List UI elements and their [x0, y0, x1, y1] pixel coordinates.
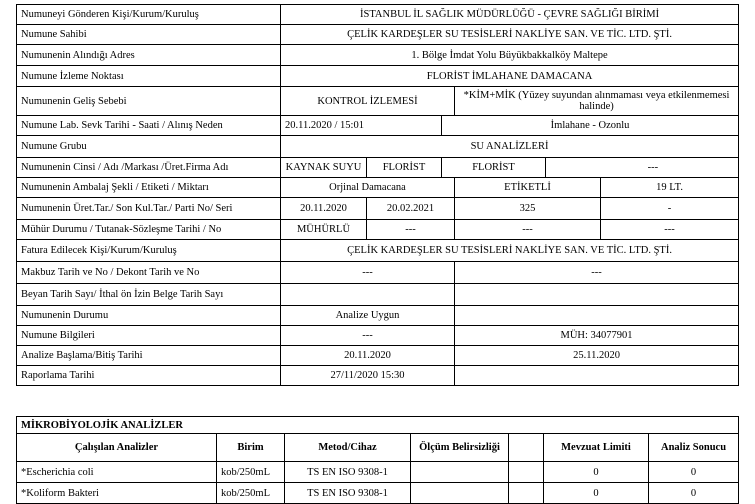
type-kind: KAYNAK SUYU: [281, 158, 367, 178]
dispatch-label: Numune Lab. Sevk Tarihi - Saati / Alınış Neden: [17, 116, 281, 136]
lot-no: 325: [455, 198, 601, 220]
type-brand: FLORİST: [442, 158, 546, 178]
sample-info-table: [16, 4, 739, 386]
invoice-value: ÇELİK KARDEŞLER SU TESİSLERİ NAKLİYE SAN. VE TİC. LTD. ŞTİ.: [281, 240, 739, 262]
row-type: [17, 158, 739, 178]
analysis-start: 20.11.2020: [281, 346, 455, 366]
row-report: [17, 366, 739, 386]
report-label: Raporlama Tarihi: [17, 366, 281, 386]
table-row: [17, 462, 739, 483]
row-method: TS EN ISO 9308-1: [285, 462, 411, 483]
row-limit: 0: [544, 462, 649, 483]
analysis-label: Analize Başlama/Bitiş Tarihi: [17, 346, 281, 366]
packaging-shape: Orjinal Damacana: [281, 178, 455, 198]
declaration-2: [455, 284, 739, 306]
monitoring-label: Numune İzleme Noktası: [17, 66, 281, 87]
monitoring-value: FLORİST İMLAHANE DAMACANA: [281, 66, 739, 87]
row-packaging: [17, 178, 739, 198]
analysis-end: 25.11.2020: [455, 346, 739, 366]
row-blank: [509, 462, 544, 483]
expiry-date: 20.02.2021: [367, 198, 455, 220]
sample-info-1: ---: [281, 326, 455, 346]
row-group: [17, 136, 739, 158]
row-uncertainty: [411, 462, 509, 483]
invoice-label: Fatura Edilecek Kişi/Kurum/Kuruluş: [17, 240, 281, 262]
row-monitoring: [17, 66, 739, 87]
report-empty: [455, 366, 739, 386]
header-limit: Mevzuat Limiti: [544, 434, 649, 462]
declaration-label: Beyan Tarih Sayı/ İthal ön İzin Belge Tarih Sayı: [17, 284, 281, 306]
row-production: [17, 198, 739, 220]
owner-label: Numune Sahibi: [17, 25, 281, 45]
seal-4: ---: [601, 220, 739, 240]
status-value: Analize Uygun: [281, 306, 455, 326]
report-value: 27/11/2020 15:30: [281, 366, 455, 386]
address-label: Numunenin Alındığı Adres: [17, 45, 281, 66]
row-seal: [17, 220, 739, 240]
group-label: Numune Grubu: [17, 136, 281, 158]
packaging-label-value: ETİKETLİ: [455, 178, 601, 198]
row-owner: [17, 25, 739, 45]
production-label: Numunenin Üret.Tar./ Son Kul.Tar./ Parti No/ Seri: [17, 198, 281, 220]
row-limit: 0: [544, 483, 649, 504]
header-uncertainty: Ölçüm Belirsizliği: [411, 434, 509, 462]
row-analysis: *Koliform Bakteri: [17, 483, 217, 504]
packaging-amount: 19 LT.: [601, 178, 739, 198]
row-receipt: [17, 262, 739, 284]
row-declaration: [17, 284, 739, 306]
serial: -: [601, 198, 739, 220]
sample-info-2: MÜH: 34077901: [455, 326, 739, 346]
row-invoice: [17, 240, 739, 262]
receipt-1: ---: [281, 262, 455, 284]
header-result: Analiz Sonucu: [649, 434, 739, 462]
row-result: 0: [649, 483, 739, 504]
address-value: 1. Bölge İmdat Yolu Büyükbakkalköy Maltepe: [281, 45, 739, 66]
row-method: TS EN ISO 9308-1: [285, 483, 411, 504]
owner-value: ÇELİK KARDEŞLER SU TESİSLERİ NAKLİYE SAN. VE TİC. LTD. ŞTİ.: [281, 25, 739, 45]
row-status: [17, 306, 739, 326]
receipt-label: Makbuz Tarih ve No / Dekont Tarih ve No: [17, 262, 281, 284]
row-unit: kob/250mL: [217, 462, 285, 483]
micro-title-row: [17, 417, 739, 434]
seal-2: ---: [367, 220, 455, 240]
type-label: Numunenin Cinsi / Adı /Markası /Üret.Firma Adı: [17, 158, 281, 178]
reason-note: *KİM+MİK (Yüzey suyundan alınmaması veya etkilenmemesi halinde): [455, 87, 739, 116]
seal-status: MÜHÜRLÜ: [281, 220, 367, 240]
header-blank: [509, 434, 544, 462]
row-blank: [509, 483, 544, 504]
row-sample-info: [17, 326, 739, 346]
declaration-1: [281, 284, 455, 306]
micro-title: MİKROBİYOLOJİK ANALİZLER: [17, 417, 739, 434]
sender-value: İSTANBUL İL SAĞLIK MÜDÜRLÜĞÜ - ÇEVRE SAĞLIĞI BİRİMİ: [281, 5, 739, 25]
type-firm: ---: [546, 158, 739, 178]
row-unit: kob/250mL: [217, 483, 285, 504]
type-name: FLORİST: [367, 158, 442, 178]
production-date: 20.11.2020: [281, 198, 367, 220]
sender-label: Numuneyi Gönderen Kişi/Kurum/Kuruluş: [17, 5, 281, 25]
group-value: SU ANALİZLERİ: [281, 136, 739, 158]
micro-header-row: [17, 434, 739, 462]
row-sender: [17, 5, 739, 25]
sample-info-label: Numune Bilgileri: [17, 326, 281, 346]
seal-label: Mühür Durumu / Tutanak-Sözleşme Tarihi / No: [17, 220, 281, 240]
status-empty: [455, 306, 739, 326]
row-reason: [17, 87, 739, 116]
dispatch-reason: İmlahane - Ozonlu: [442, 116, 739, 136]
table-row: [17, 483, 739, 504]
reason-label: Numunenin Geliş Sebebi: [17, 87, 281, 116]
row-address: [17, 45, 739, 66]
receipt-2: ---: [455, 262, 739, 284]
status-label: Numunenin Durumu: [17, 306, 281, 326]
microbiology-table: [16, 416, 739, 504]
header-analysis: Çalışılan Analizler: [17, 434, 217, 462]
header-unit: Birim: [217, 434, 285, 462]
row-analysis-dates: [17, 346, 739, 366]
header-method: Metod/Cihaz: [285, 434, 411, 462]
dispatch-datetime: 20.11.2020 / 15:01: [281, 116, 442, 136]
row-uncertainty: [411, 483, 509, 504]
row-result: 0: [649, 462, 739, 483]
row-dispatch: [17, 116, 739, 136]
seal-3: ---: [455, 220, 601, 240]
row-analysis: *Escherichia coli: [17, 462, 217, 483]
packaging-label: Numunenin Ambalaj Şekli / Etiketi / Miktarı: [17, 178, 281, 198]
reason-value: KONTROL İZLEMESİ: [281, 87, 455, 116]
